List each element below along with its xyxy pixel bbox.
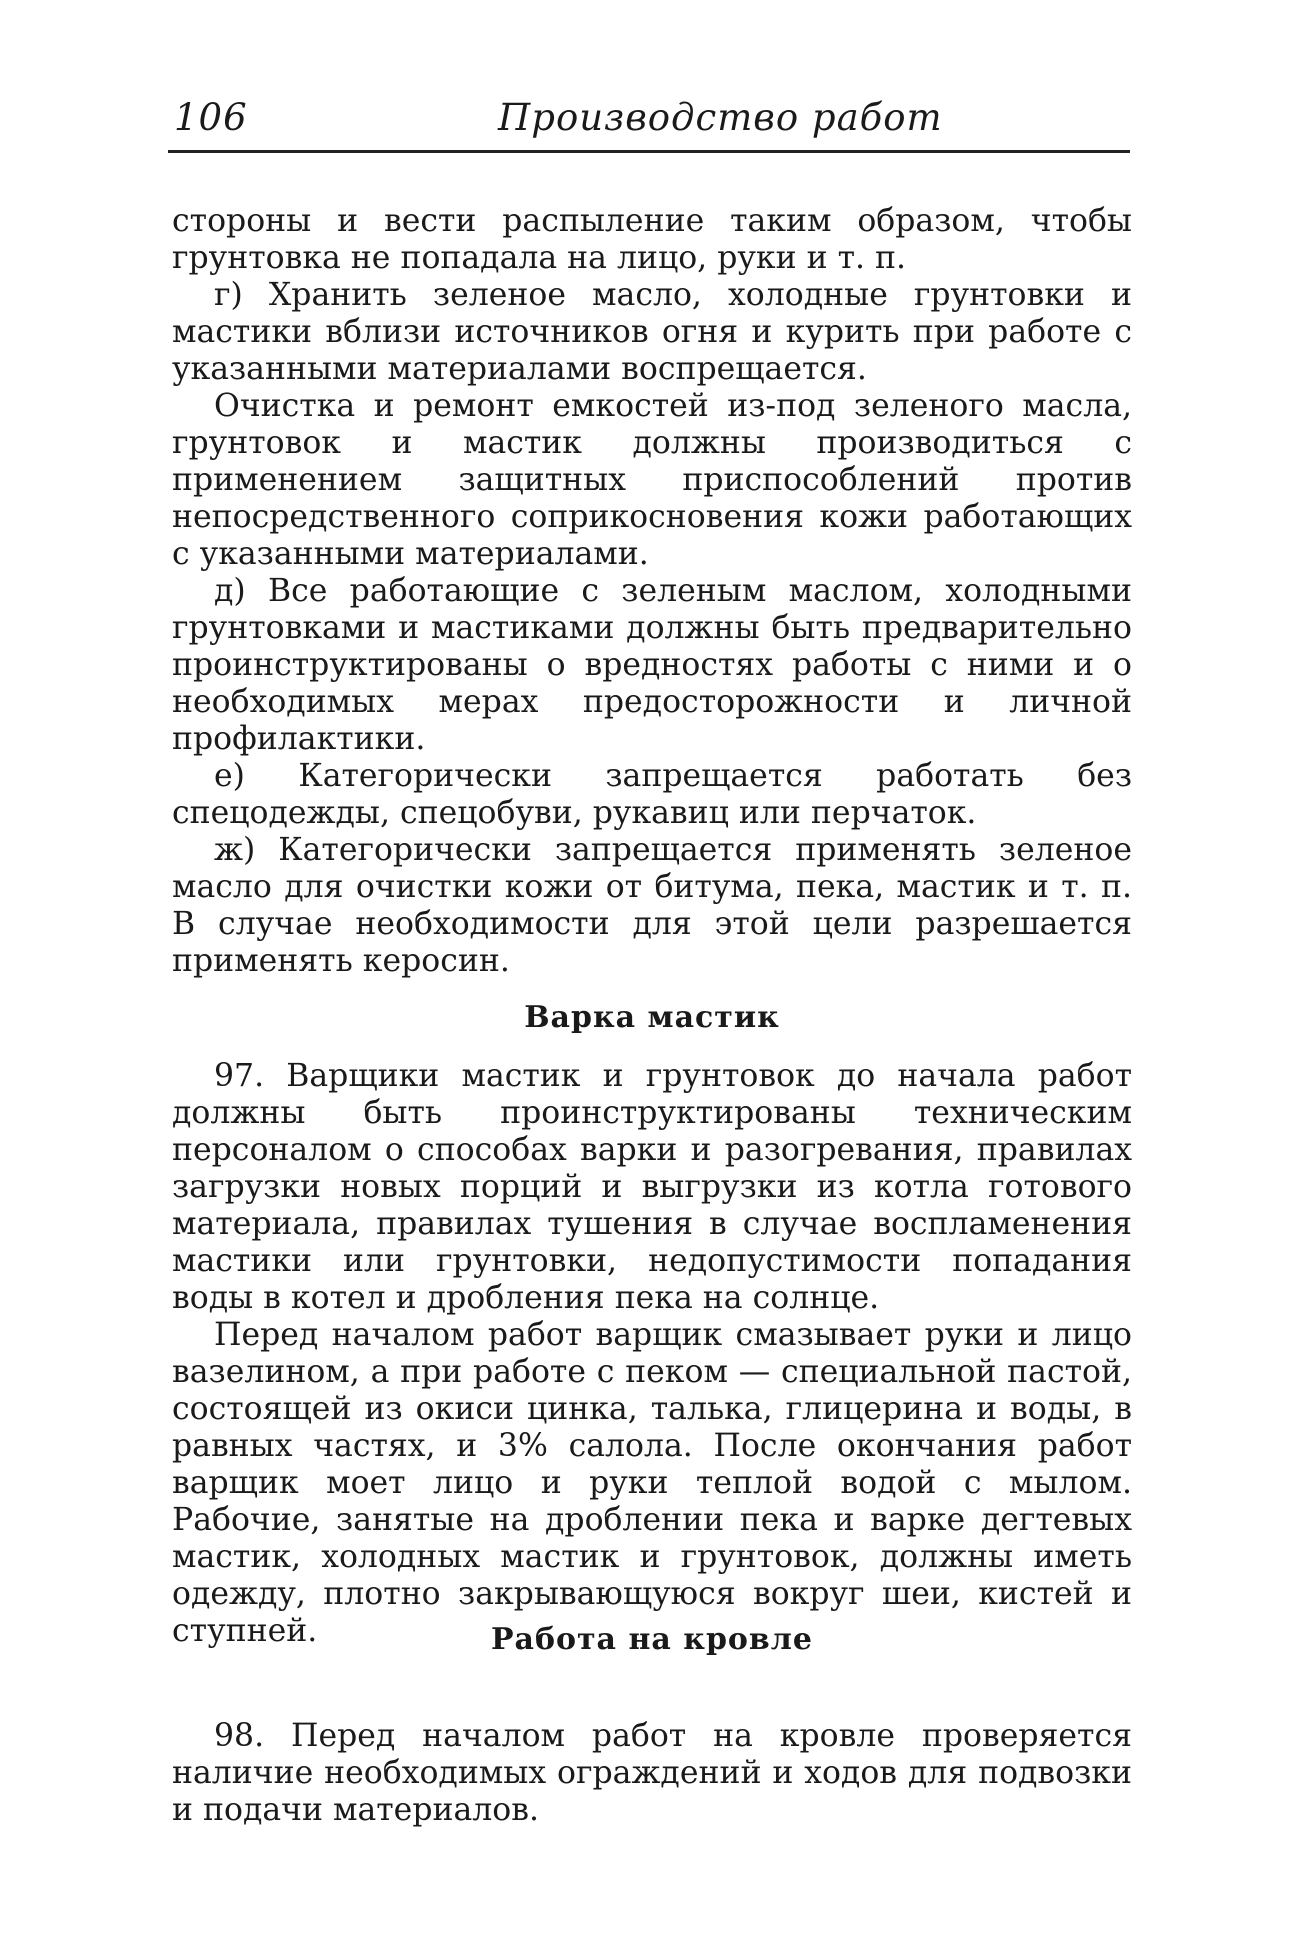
paragraph-item-zh: ж) Категорически запрещается применять зеленое масло для очистки кожи от битума, пека, мастик и т. п. В случае необходимости для этой цели разрешается применять керосин. [172,832,1132,979]
paragraph-97: 97. Варщики мастик и грунтовок до начала работ должны быть проинструктированы техническим персоналом о способах варки и разогревания, правилах загрузки новых порций и выгрузки из котла готового материала, правилах тушения в случае воспламенения мастики или грунтовки, недопустимости попадания воды в котел и дробления пека на солнце. [172,1058,1132,1316]
running-title: Производство работ [498,96,943,139]
header-rule [168,150,1130,153]
paragraph-item-g: г) Хранить зеленое масло, холодные грунтовки и мастики вблизи источников огня и курить при работе с указанными материалами воспрещается. [172,277,1132,387]
paragraph-continuation: стороны и вести распыление таким образом, чтобы грунтовка не попадала на лицо, руки и т. п. [172,203,1132,276]
section-heading-mastic-cooking: Варка мастик [524,1000,780,1035]
page-number: 106 [174,96,248,139]
paragraph-item-d: д) Все работающие с зеленым маслом, холодными грунтовками и мастиками должны быть предварительно проинструктированы о вредностях работы с ними и о необходимых мерах предосторожности и личной профилактики. [172,573,1132,757]
paragraph-cleaning: Очистка и ремонт емкостей из-под зеленого масла, грунтовок и мастик должны производиться с применением защитных приспособлений против непосредственного соприкосновения кожи работающих с указанными материалами. [172,388,1132,572]
paragraph-98: 98. Перед началом работ на кровле проверяется наличие необходимых ограждений и ходов для подвозки и подачи материалов. [172,1718,1132,1828]
section-text-mastic-cooking [172,1058,1132,1650]
continued-text-block [172,203,1132,980]
section-heading-roof-work: Работа на кровле [490,1622,814,1657]
section-text-roof-work [172,1718,1132,1829]
page-header [168,92,1138,148]
paragraph-item-e: е) Категорически запрещается работать без спецодежды, спецобуви, рукавиц или перчаток. [172,758,1132,831]
paragraph-protection: Перед началом работ варщик смазывает руки и лицо вазелином, а при работе с пеком — специальной пастой, состоящей из окиси цинка, талька, глицерина и воды, в равных частях, и 3% салола. После окончания работ варщик моет лицо и руки теплой водой с мылом. Рабочие, занятые на дроблении пека и варке дегтевых мастик, холодных мастик и грунтовок, должны иметь одежду, плотно закрывающуюся вокруг шеи, кистей и ступней. [172,1317,1132,1649]
